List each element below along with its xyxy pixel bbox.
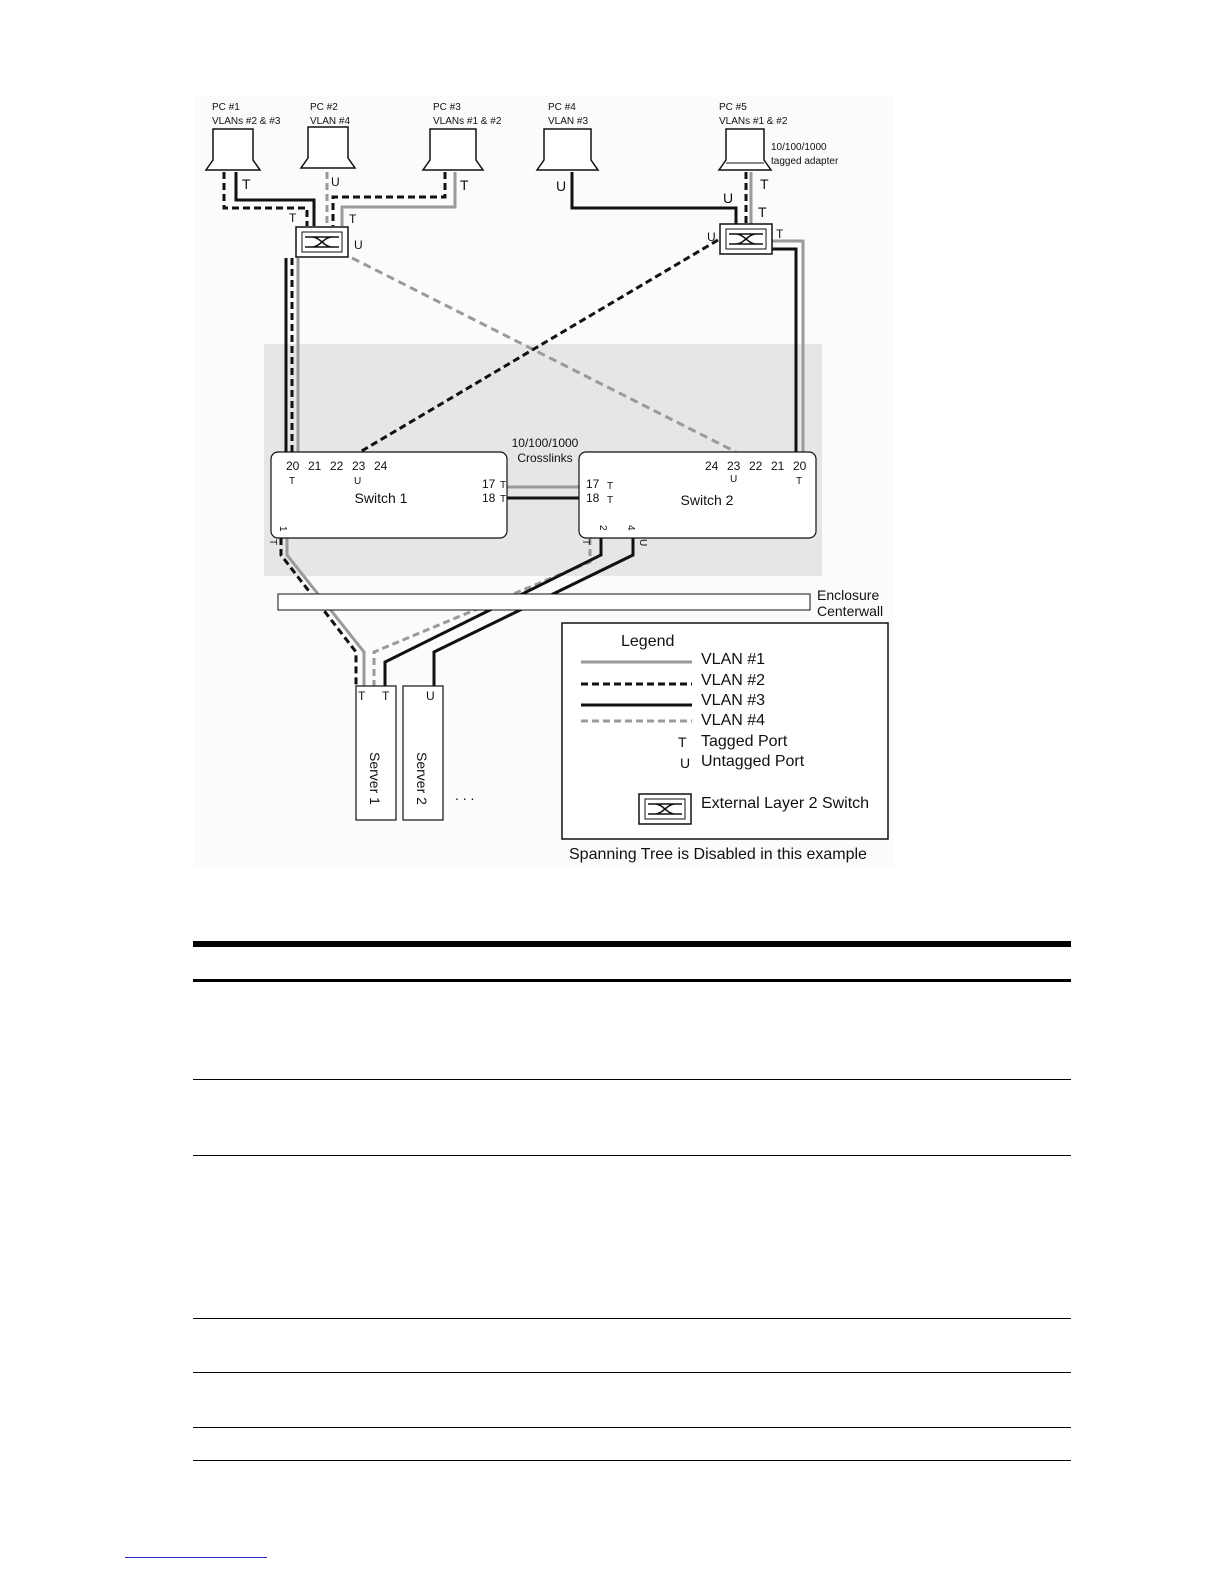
port-mark: T	[758, 204, 767, 220]
computer-icon	[423, 129, 483, 170]
port-mode: T	[580, 539, 591, 546]
legend-tagged-symbol: T	[678, 734, 687, 750]
port-mark: T	[776, 227, 784, 241]
port-number: 18	[482, 491, 496, 505]
legend-vlan3-label: VLAN #3	[701, 692, 766, 709]
table-header-rule	[193, 979, 1071, 982]
legend-untagged-label: Untagged Port	[701, 753, 805, 770]
legend	[562, 623, 888, 839]
table-row-divider	[193, 1155, 1071, 1156]
table-row-divider	[193, 1372, 1071, 1373]
port-number: 21	[771, 459, 785, 473]
legend-title: Legend	[621, 633, 675, 650]
pc-3-name: PC #3	[433, 102, 461, 113]
table-top-rule	[193, 941, 1071, 947]
table-row-divider	[193, 1427, 1071, 1428]
crosslinks-label: Crosslinks	[517, 451, 573, 465]
port-mode: T	[796, 476, 803, 487]
external-switch-b	[720, 224, 772, 254]
switch-1-label: Switch 1	[354, 490, 408, 506]
computer-icon	[719, 129, 771, 170]
port-number: 17	[482, 477, 496, 491]
server-1	[356, 686, 396, 820]
server-2	[403, 686, 443, 820]
server-1-label: Server 1	[367, 752, 383, 805]
port-mark: T	[460, 177, 469, 193]
table-row-divider	[193, 1318, 1071, 1319]
port-number: 20	[793, 459, 807, 473]
port-mode: T	[382, 689, 390, 703]
port-mode: U	[426, 689, 435, 703]
legend-untagged-symbol: U	[680, 755, 691, 771]
port-mode: T	[500, 494, 507, 505]
port-mark: U	[556, 178, 567, 194]
port-mode: T	[267, 539, 278, 546]
footer-link-underline	[125, 1557, 267, 1558]
port-number: 2	[597, 525, 608, 531]
port-mark: T	[760, 176, 769, 192]
port-mark: U	[331, 175, 340, 189]
computer-icon	[537, 129, 598, 170]
pc-5-adapter-type: tagged adapter	[771, 156, 839, 167]
pc-2-name: PC #2	[310, 102, 338, 113]
port-number: 24	[705, 459, 719, 473]
port-mode: T	[500, 480, 507, 491]
pc-3-vlans: VLANs #1 & #2	[433, 116, 502, 127]
legend-external-switch-label: External Layer 2 Switch	[701, 795, 870, 812]
pc-4-vlans: VLAN #3	[548, 116, 589, 127]
pc-1-vlans: VLANs #2 & #3	[212, 116, 281, 127]
legend-tagged-label: Tagged Port	[701, 733, 788, 750]
port-mode: U	[730, 474, 738, 485]
pc-5-vlans: VLANs #1 & #2	[719, 116, 788, 127]
port-number: 21	[308, 459, 322, 473]
spanning-tree-caption: Spanning Tree is Disabled in this example	[569, 846, 867, 863]
port-number: 22	[330, 459, 344, 473]
centerwall-label: Centerwall	[817, 603, 884, 619]
computer-icon	[206, 129, 260, 170]
port-mark: U	[707, 230, 716, 244]
port-mode: T	[289, 476, 296, 487]
table-bottom-rule	[193, 1460, 1071, 1461]
more-servers-ellipsis: . . .	[455, 787, 475, 803]
port-number: 4	[625, 525, 636, 531]
pc-4-name: PC #4	[548, 102, 576, 113]
switch-2	[579, 452, 816, 546]
port-number: 23	[352, 459, 366, 473]
switch-2-label: Switch 2	[680, 492, 734, 508]
legend-vlan4-label: VLAN #4	[701, 712, 766, 729]
port-mark: T	[289, 211, 297, 225]
pc-5-name: PC #5	[719, 102, 747, 113]
server-2-label: Server 2	[414, 752, 430, 805]
legend-vlan2-label: VLAN #2	[701, 672, 766, 689]
computer-icon	[301, 127, 355, 168]
port-mode: T	[607, 481, 614, 492]
port-mode: U	[637, 539, 648, 547]
port-number: 23	[727, 459, 741, 473]
table-row-divider	[193, 1079, 1071, 1080]
port-mark: T	[242, 176, 251, 192]
crosslinks-speed: 10/100/1000	[511, 436, 579, 450]
switch-1	[267, 452, 507, 545]
port-number: 20	[286, 459, 300, 473]
port-mode: T	[358, 689, 366, 703]
pc-1-name: PC #1	[212, 102, 240, 113]
port-number: 22	[749, 459, 763, 473]
port-mark: T	[349, 212, 357, 226]
port-mark: U	[723, 190, 734, 206]
pc-5-adapter-speed: 10/100/1000	[771, 142, 827, 153]
external-switch-a	[296, 227, 348, 257]
enclosure-centerwall	[278, 594, 810, 610]
port-mark: U	[354, 238, 363, 252]
port-mode: U	[354, 476, 362, 487]
port-mode: T	[607, 495, 614, 506]
legend-vlan1-label: VLAN #1	[701, 651, 766, 668]
pc-2-vlans: VLAN #4	[310, 116, 351, 127]
port-number: 18	[586, 491, 600, 505]
port-number: 24	[374, 459, 388, 473]
enclosure-label: Enclosure	[817, 587, 880, 603]
port-number: 1	[277, 526, 288, 532]
port-number: 17	[586, 477, 600, 491]
